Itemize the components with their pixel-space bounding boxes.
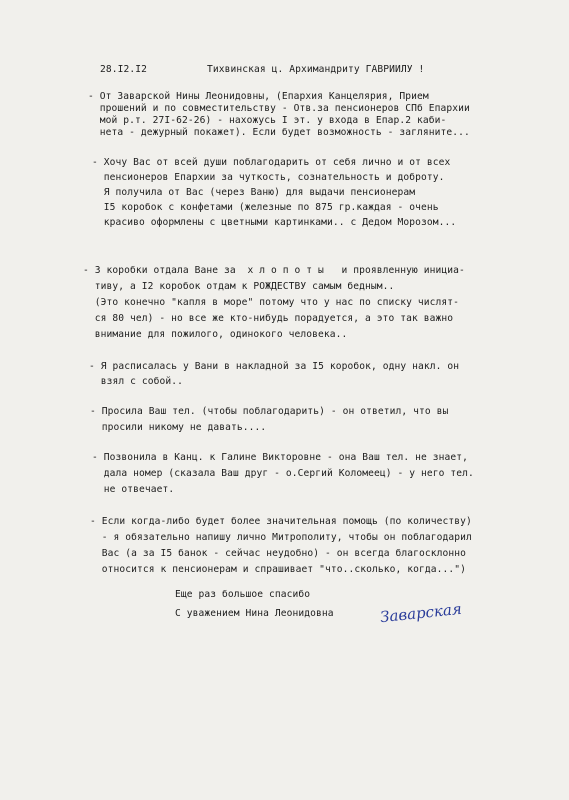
handwritten-signature: Заварская [379, 599, 463, 627]
paragraph-3-line: ся 80 чел) - но все же кто-нибудь порадуется, а это так важно [83, 313, 454, 324]
closing-regards: С уважением Нина Леонидовна [175, 608, 334, 619]
paragraph-7-line: - я обязательно напишу лично Митрополиту, чтобы он поблагодарил [90, 532, 472, 543]
paragraph-1-line: мой р.т. 27I-62-26) - нахожусь I эт. у входа в Епар.2 каби- [88, 115, 447, 126]
paragraph-4-line: взял с собой.. [89, 376, 184, 387]
letter-date: 28.I2.I2 [100, 64, 148, 75]
paragraph-7-line: относится к пенсионерам и спрашивает "что..сколько, когда...") [90, 564, 467, 575]
paragraph-5-line: - Просила Ваш тел. (чтобы поблагодарить) - он ответил, что вы [90, 406, 449, 417]
paragraph-2-line: - Хочу Вас от всей души поблагодарить от себя лично и от всех [92, 157, 451, 168]
paragraph-6-line: дала номер (сказала Ваш друг - о.Сергий Коломеец) - у него тел. [92, 468, 474, 479]
paragraph-3-line: (Это конечно "капля в море" потому что у нас по списку числят- [83, 297, 460, 308]
paragraph-4-line: - Я расписалась у Вани в накладной за I5 коробок, одну накл. он [89, 361, 460, 372]
paragraph-6-line: - Позвонила в Канц. к Галине Викторовне - она Ваш тел. не знает, [92, 452, 469, 463]
paragraph-7-line: Вас (а за I5 банок - сейчас неудобно) - он всегда благосклонно [90, 548, 467, 559]
closing-thanks: Еще раз большое спасибо [175, 589, 311, 600]
paragraph-2-line: пенсионеров Епархии за чуткость, сознательность и доброту. [92, 172, 445, 183]
paragraph-3-line: - 3 коробки отдала Ване за х л о п о т ы и проявленную инициа- [83, 265, 465, 276]
paragraph-3-line: внимание для пожилого, одинокого человека.. [83, 329, 348, 340]
paragraph-1-line: нета - дежурный покажет). Если будет возможность - загляните... [88, 127, 470, 138]
paragraph-2-line: Я получила от Вас (через Ваню) для выдачи пенсионерам [92, 187, 416, 198]
letter-addressee: Тихвинская ц. Архимандриту ГАВРИИЛУ ! [207, 64, 425, 75]
paragraph-3-line: тиву, а I2 коробок отдам к РОЖДЕСТВУ самым бедным.. [83, 281, 395, 292]
paragraph-5-line: просили никому не давать.... [90, 422, 267, 433]
paragraph-6-line: не отвечает. [92, 484, 175, 495]
paragraph-2-line: красиво оформлены с цветными картинками.. с Дедом Морозом... [92, 217, 457, 228]
paragraph-7-line: - Если когда-либо будет более значительная помощь (по количеству) [90, 516, 472, 527]
paragraph-2-line: I5 коробок с конфетами (железные по 875 гр.каждая - очень [92, 202, 439, 213]
paragraph-1-line: прошений и по совместительству - Отв.за пенсионеров СПб Епархии [88, 103, 470, 114]
paragraph-1-line: - От Заварской Нины Леонидовны, (Епархия Канцелярия, Прием [88, 91, 429, 102]
